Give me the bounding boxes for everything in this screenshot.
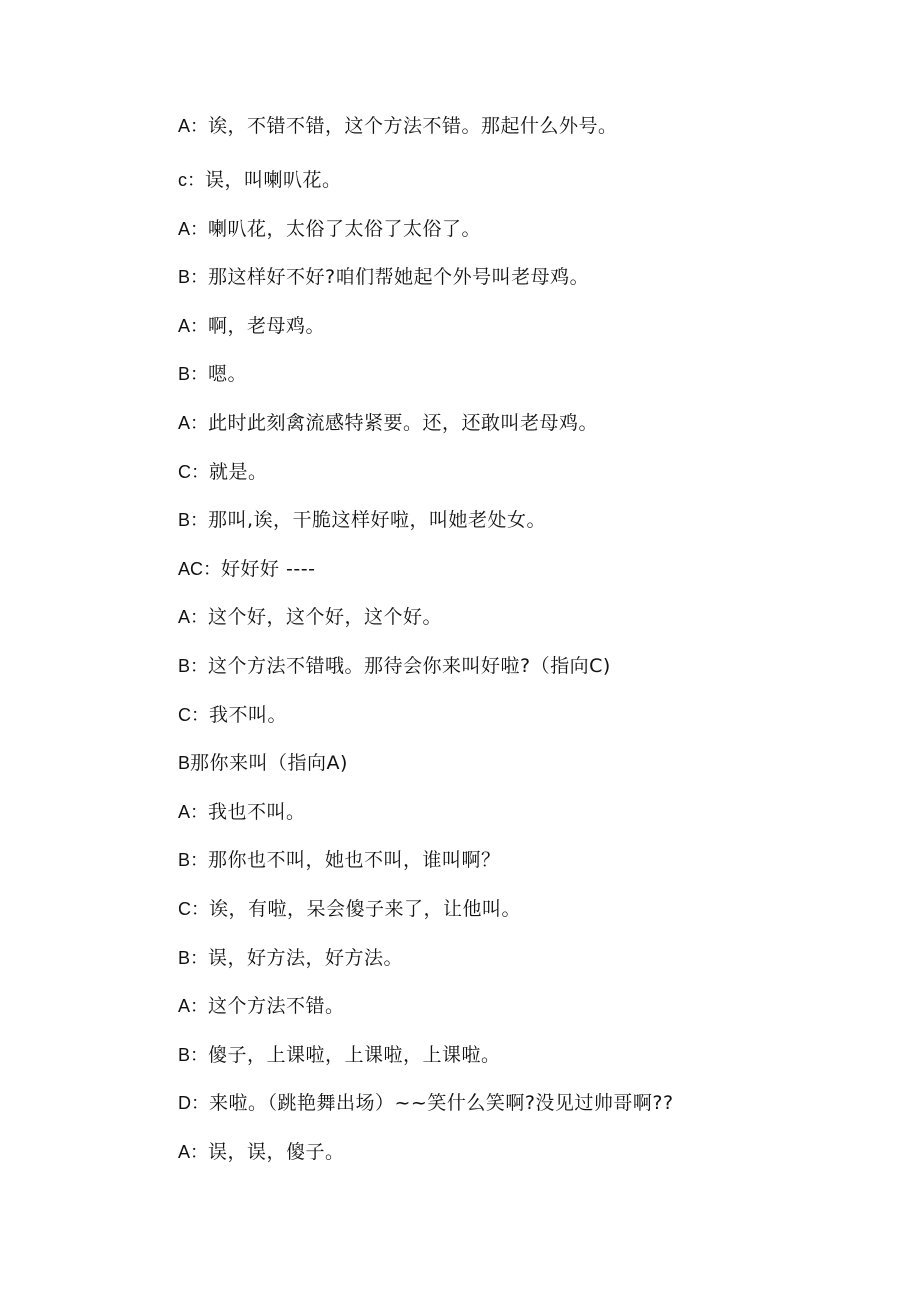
dialogue-line bbox=[178, 257, 878, 306]
dialogue-line bbox=[178, 1083, 878, 1132]
line-text: 就是。 bbox=[209, 460, 268, 483]
dialogue-line bbox=[178, 695, 878, 744]
dialogue-line bbox=[178, 1132, 878, 1181]
speaker-label: c： bbox=[178, 170, 205, 190]
line-text: 好好好 ---- bbox=[221, 557, 316, 580]
speaker-label: B： bbox=[178, 364, 209, 385]
line-text: 来啦。（跳艳舞出场）~~笑什么笑啊?没见过帅哥啊?? bbox=[209, 1092, 674, 1115]
speaker-label: D： bbox=[178, 1093, 209, 1114]
line-text: 那你来叫（指向A) bbox=[190, 752, 348, 775]
speaker-label: A： bbox=[178, 218, 209, 239]
line-text: 这个方法不错哦。那待会你来叫好啦?（指向C) bbox=[208, 654, 611, 677]
dialogue-line bbox=[178, 452, 878, 501]
line-text: 诶，有啦，呆会傻子来了，让他叫。 bbox=[209, 897, 522, 920]
speaker-label: B： bbox=[178, 267, 209, 288]
dialogue-list bbox=[178, 106, 878, 1180]
line-text: 啊，老母鸡。 bbox=[208, 314, 326, 337]
speaker-label: B： bbox=[178, 655, 209, 676]
speaker-label: A： bbox=[178, 412, 209, 433]
line-text: 那你也不叫，她也不叫，谁叫啊？ bbox=[208, 849, 501, 872]
line-text: 这个好，这个好，这个好。 bbox=[208, 606, 443, 629]
line-text: 傻子，上课啦，上课啦，上课啦。 bbox=[208, 1043, 501, 1066]
line-text: 这个方法不错。 bbox=[208, 995, 345, 1018]
dialogue-line bbox=[178, 938, 878, 987]
line-text: 那叫,诶，干脆这样好啦，叫她老处女。 bbox=[208, 509, 547, 532]
dialogue-line bbox=[178, 500, 878, 549]
line-text: 嗯。 bbox=[208, 363, 248, 386]
dialogue-line bbox=[178, 160, 878, 209]
dialogue-line bbox=[178, 354, 878, 403]
line-text: 此时此刻禽流感特紧要。还，还敢叫老母鸡。 bbox=[208, 411, 599, 434]
dialogue-line bbox=[178, 743, 878, 792]
line-text: 误，好方法，好方法。 bbox=[208, 946, 404, 969]
dialogue-line bbox=[178, 1035, 878, 1084]
dialogue-line bbox=[178, 106, 878, 160]
speaker-label: A： bbox=[178, 607, 209, 628]
dialogue-line bbox=[178, 549, 878, 598]
dialogue-line bbox=[178, 889, 878, 938]
dialogue-line bbox=[178, 403, 878, 452]
dialogue-line bbox=[178, 209, 878, 258]
speaker-label: B： bbox=[178, 1044, 209, 1065]
line-text: 我不叫。 bbox=[209, 703, 288, 726]
dialogue-line bbox=[178, 792, 878, 841]
line-text: 误，叫喇叭花。 bbox=[205, 169, 342, 191]
speaker-label: A： bbox=[178, 801, 209, 822]
speaker-label: C： bbox=[178, 704, 209, 725]
speaker-label: B： bbox=[178, 947, 209, 968]
dialogue-line bbox=[178, 840, 878, 889]
speaker-label: AC： bbox=[178, 558, 222, 579]
speaker-label: A： bbox=[178, 315, 209, 336]
line-text: 那这样好不好?咱们帮她起个外号叫老母鸡。 bbox=[208, 266, 590, 289]
dialogue-line bbox=[178, 986, 878, 1035]
speaker-label: B： bbox=[178, 850, 209, 871]
speaker-label: A： bbox=[178, 116, 209, 136]
dialogue-line bbox=[178, 597, 878, 646]
speaker-label: B： bbox=[178, 510, 209, 531]
line-text: 误，误，傻子。 bbox=[208, 1140, 345, 1163]
speaker-label: A： bbox=[178, 1141, 209, 1162]
line-text: 诶，不错不错，这个方法不错。那起什么外号。 bbox=[208, 115, 618, 137]
line-text: 喇叭花，太俗了太俗了太俗了。 bbox=[208, 217, 482, 240]
speaker-label: C： bbox=[178, 898, 209, 919]
speaker-label: B bbox=[178, 753, 191, 774]
speaker-label: A： bbox=[178, 996, 209, 1017]
dialogue-line bbox=[178, 306, 878, 355]
line-text: 我也不叫。 bbox=[208, 800, 306, 823]
dialogue-line bbox=[178, 646, 878, 695]
speaker-label: C： bbox=[178, 461, 209, 482]
